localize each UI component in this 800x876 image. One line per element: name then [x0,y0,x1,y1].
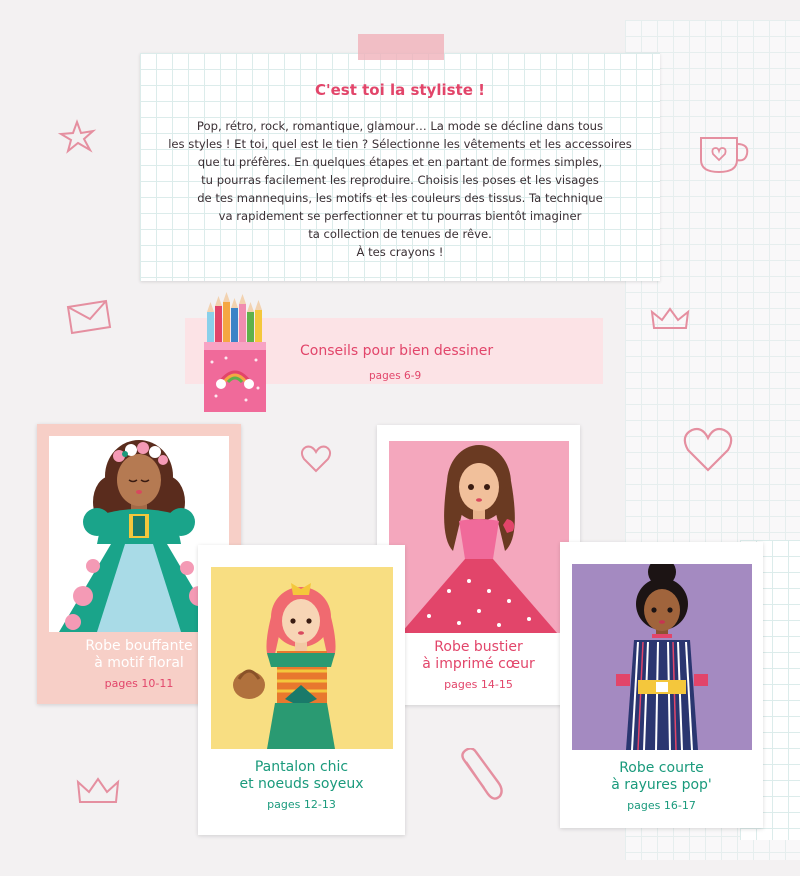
card-pages: pages 14-15 [444,678,513,691]
card-pages: pages 12-13 [267,798,336,811]
intro-line: va rapidement se perfectionner et tu pourras bientôt imaginer [218,209,582,223]
intro-card [140,53,660,281]
card-title: Robe courte [619,760,704,776]
card-pages: pages 10-11 [104,677,174,690]
heart-icon [299,443,333,475]
illustration [572,564,752,750]
sparkle-icon [55,118,99,156]
card-title: et noeuds soyeux [239,776,364,792]
heart-icon [680,424,736,476]
intro-line: À tes crayons ! [356,245,444,259]
card-title: à imprimé cœur [422,656,535,672]
intro-line: Pop, rétro, rock, romantique, glamour… La mode se décline dans tous [196,119,604,133]
intro-line: de tes mannequins, les motifs et les couleurs des tissus. Ta technique [197,191,603,205]
card-pages: pages 16-17 [627,799,696,812]
cup-icon [697,132,755,176]
pencil-cup-icon [196,292,276,414]
card-robe-bustier[interactable] [377,425,580,705]
card-title: Robe bustier [434,639,523,655]
card-title: à rayures pop' [611,777,712,793]
illustration [389,441,569,633]
card-pantalon-chic[interactable] [198,545,405,835]
illustration [211,567,393,749]
card-title: à motif floral [94,655,184,671]
card-title: Pantalon chic [254,759,349,775]
tips-title: Conseils pour bien dessiner [300,343,494,359]
intro-line: les styles ! Et toi, quel est le tien ? Sélectionne les vêtements et les accessoires [168,137,632,151]
intro-line: tu pourras facilement les reproduire. Choisis les poses et les visages [201,173,599,187]
tips-pages: pages 6-9 [369,370,422,382]
intro-text [160,117,640,261]
card-robe-courte[interactable] [560,542,763,828]
crown-icon [76,776,120,808]
tape-strip [358,34,444,60]
crown-icon [650,306,690,334]
paperclip-icon [454,748,504,804]
card-title: Robe bouffante [85,638,193,654]
intro-title: C'est toi la styliste ! [315,81,485,99]
intro-line: ta collection de tenues de rêve. [308,227,492,241]
intro-line: que tu préfères. En quelques étapes et en partant de formes simples, [197,155,603,169]
envelope-icon [62,297,114,337]
